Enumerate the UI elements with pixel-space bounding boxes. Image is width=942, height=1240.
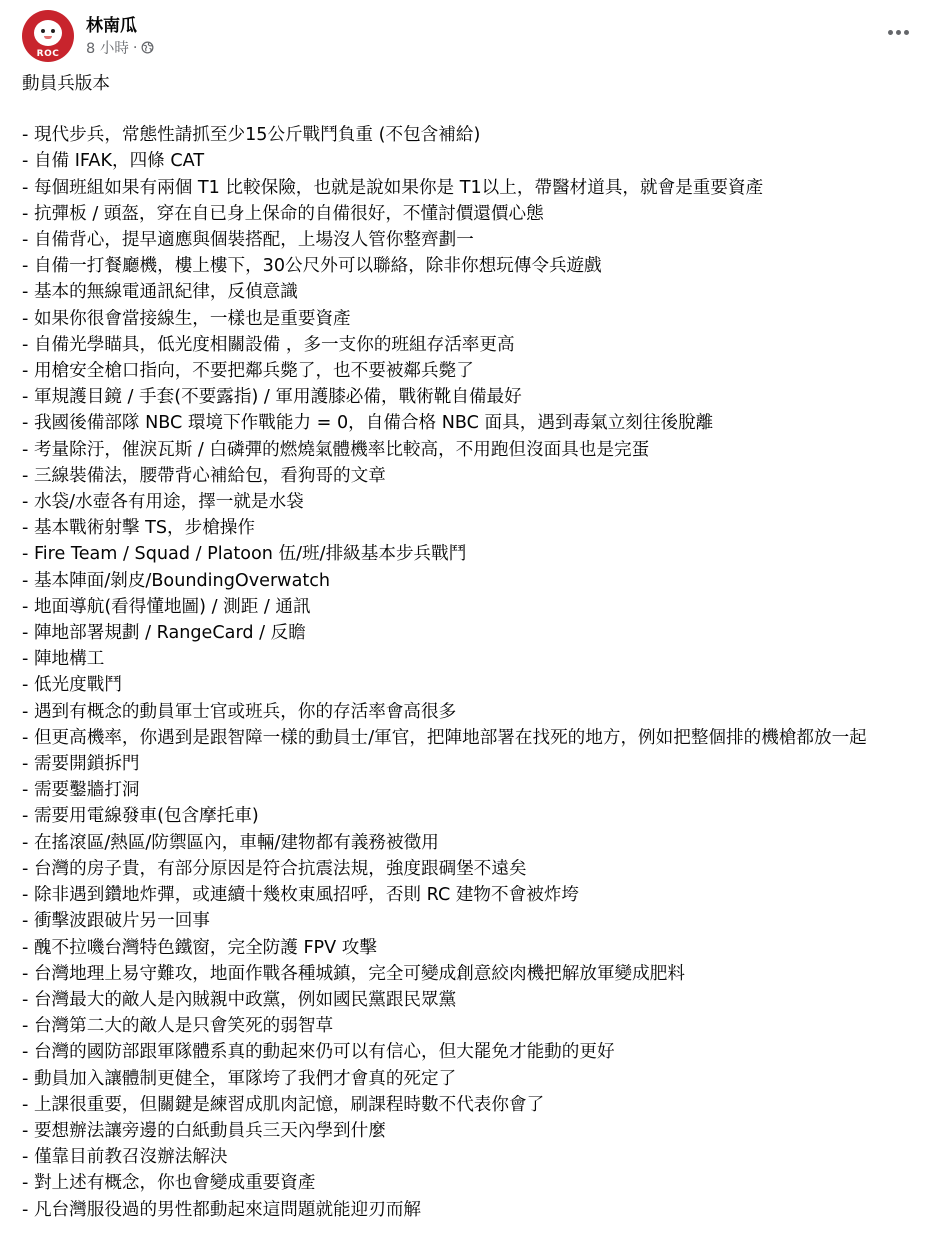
post-body [22, 71, 928, 1223]
post-text-line: - 在搖滾區/熱區/防禦區內，車輛/建物都有義務被徵用 [22, 832, 439, 853]
post-text-line: - 現代步兵，常態性請抓至少15公斤戰鬥負重 (不包含補給) [22, 125, 481, 146]
post-text-line: - 醜不拉嘰台灣特色鐵窗，完全防護 FPV 攻擊 [22, 937, 377, 958]
post-text-line: - 台灣的房子貴，有部分原因是符合抗震法規，強度跟碉堡不遠矣 [22, 858, 527, 879]
post-text-line: - 需要鑿牆打洞 [22, 780, 140, 801]
avatar-eye-icon [51, 29, 55, 33]
post-text-line: - 衝擊波跟破片另一回事 [22, 911, 210, 932]
post-text-line: - 除非遇到鑽地炸彈，或連續十幾枚東風招呼，否則 RC 建物不會被炸垮 [22, 885, 579, 906]
post-text-line: - 地面導航(看得懂地圖) / 測距 / 通訊 [22, 596, 311, 617]
post-text-line: - 三線裝備法，腰帶背心補給包，看狗哥的文章 [22, 465, 386, 486]
post-text-line: - 自備背心，提早適應與個裝搭配，上場沒人管你整齊劃一 [22, 230, 474, 251]
post-time[interactable]: 8 小時 [86, 41, 129, 57]
post-text-line: - 需要用電線發車(包含摩托車) [22, 806, 259, 827]
post-text-line: - 用槍安全槍口指向，不要把鄰兵斃了，也不要被鄰兵斃了 [22, 361, 474, 382]
post-title: 動員兵版本 [22, 74, 110, 94]
avatar-face-icon [34, 20, 62, 46]
post-text-line: - 動員加入讓體制更健全，軍隊垮了我們才會真的死定了 [22, 1068, 457, 1089]
post-text-line: - 軍規護目鏡 / 手套(不要露指) / 軍用護膝必備，戰術靴自備最好 [22, 387, 522, 408]
post-text-line: - 陣地部署規劃 / RangeCard / 反瞻 [22, 623, 306, 644]
post-header [22, 10, 922, 62]
post-text-line: - 基本的無線電通訊紀律，反偵意識 [22, 282, 298, 303]
post-text-line: - 每個班組如果有兩個 T1 比較保險，也就是說如果你是 T1以上，帶醫材道具，就會是重要資產 [22, 177, 764, 198]
post-text-line: - 遇到有概念的動員軍士官或班兵，你的存活率會高很多 [22, 701, 457, 722]
post-text-line: - 如果你很會當接線生，一樣也是重要資產 [22, 308, 351, 329]
post-text-line: - 僅靠目前教召沒辦法解決 [22, 1147, 228, 1168]
author-name[interactable]: 林南瓜 [86, 16, 137, 36]
post-text-line: - 需要開鎖拆門 [22, 754, 140, 775]
post-text-lines [22, 122, 928, 1223]
post-text-line: - 自備光學瞄具，低光度相關設備 ，多一支你的班組存活率更高 [22, 334, 515, 355]
meta-separator: · [132, 39, 138, 56]
avatar[interactable] [22, 10, 74, 62]
post-text-line: - 凡台灣服役過的男性都動起來這問題就能迎刃而解 [22, 1199, 422, 1220]
post-text-line: - 水袋/水壺各有用途，擇一就是水袋 [22, 492, 304, 513]
globe-icon[interactable] [141, 41, 154, 54]
post-text-line: - 台灣最大的敵人是內賊親中政黨，例如國民黨跟民眾黨 [22, 989, 457, 1010]
post-text-line: - 基本戰術射擊 TS，步槍操作 [22, 518, 255, 539]
post-text-line: - 陣地構工 [22, 649, 105, 670]
avatar-mouth-icon [44, 36, 52, 39]
post-text-line: - 台灣地理上易守難攻，地面作戰各種城鎮，完全可變成創意絞肉機把解放軍變成肥料 [22, 963, 685, 984]
post-text-line: - 低光度戰鬥 [22, 675, 122, 696]
post-meta [86, 37, 154, 58]
post-text-line: - 自備 IFAK，四條 CAT [22, 151, 205, 172]
post-text-line: - 我國後備部隊 NBC 環境下作戰能力 = 0，自備合格 NBC 面具，遇到毒氣立刻往後脫離 [22, 413, 714, 434]
post-text-line: - 抗彈板 / 頭盔，穿在自已身上保命的自備很好，不懂討價還價心態 [22, 203, 544, 224]
post-text-line: - 台灣第二大的敵人是只會笑死的弱智草 [22, 1016, 334, 1037]
avatar-eye-icon [41, 29, 45, 33]
post-text-line: - Fire Team / Squad / Platoon 伍/班/排級基本步兵戰鬥 [22, 544, 467, 565]
post-text-line: - 台灣的國防部跟軍隊體系真的動起來仍可以有信心，但大罷免才能動的更好 [22, 1042, 615, 1063]
post-text-line: - 基本陣面/剝皮/BoundingOverwatch [22, 570, 331, 591]
more-options-icon[interactable] [882, 20, 914, 44]
post-text-line: - 考量除汙，催淚瓦斯 / 白磷彈的燃燒氣體機率比較高，不用跑但沒面具也是完蛋 [22, 439, 650, 460]
post-text-line: - 但更高機率，你遇到是跟智障一樣的動員士/軍官，把陣地部署在找死的地方，例如把整個排的機槍都放一起 [22, 727, 867, 748]
avatar-badge: ROC [36, 49, 60, 59]
post-text-line: - 自備一打餐廳機，樓上樓下，30公尺外可以聯絡，除非你想玩傳令兵遊戲 [22, 256, 602, 277]
post-text-line: - 要想辦法讓旁邊的白紙動員兵三天內學到什麼 [22, 1120, 386, 1141]
post-text-line: - 上課很重要，但關鍵是練習成肌肉記憶，刷課程時數不代表你會了 [22, 1094, 545, 1115]
post-text-line: - 對上述有概念，你也會變成重要資產 [22, 1173, 316, 1194]
